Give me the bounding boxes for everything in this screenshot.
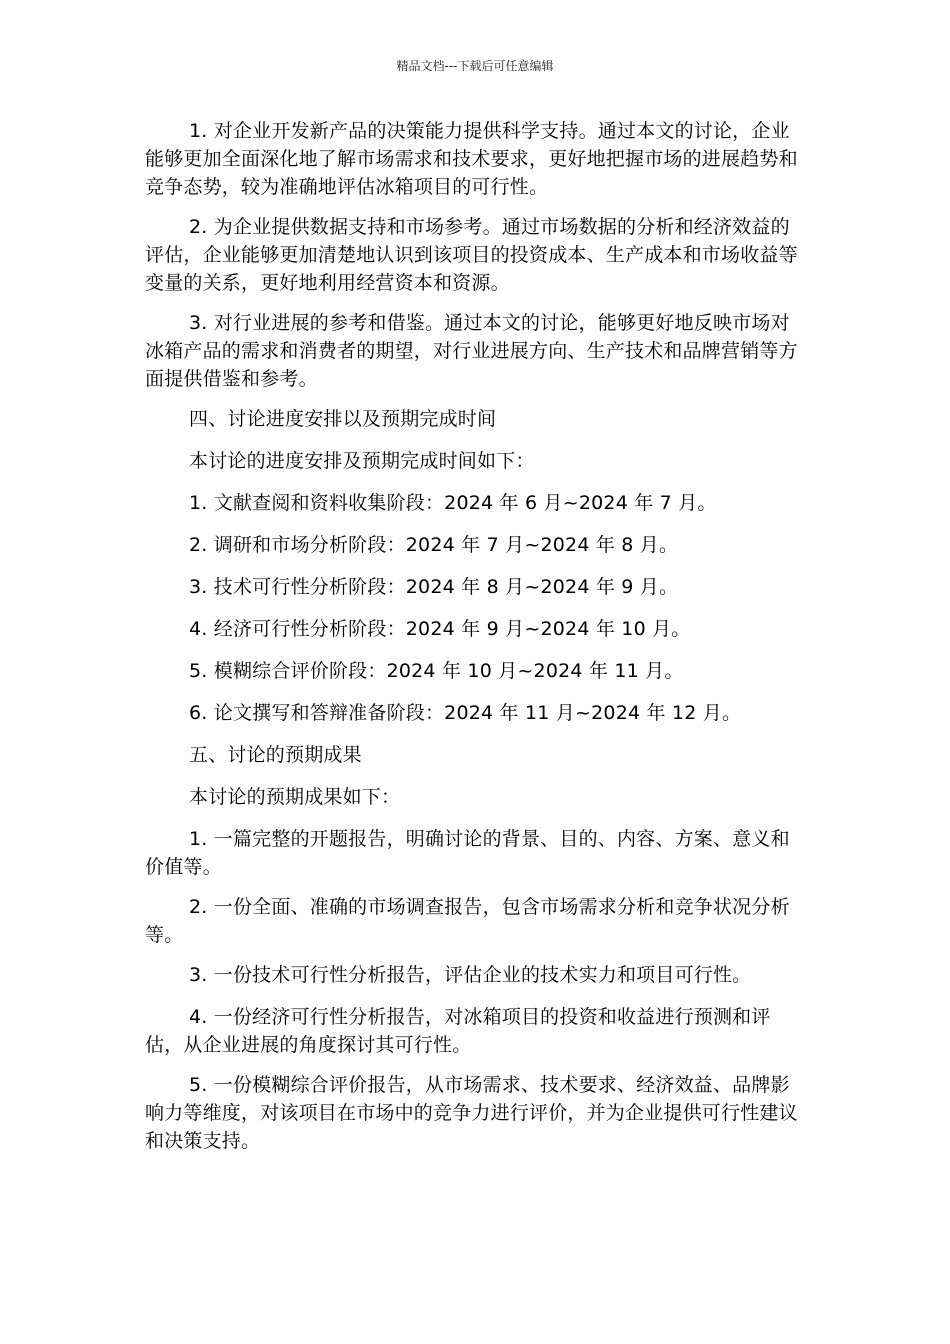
section-heading-outcomes: 五、讨论的预期成果 <box>189 744 362 766</box>
document-body <box>145 117 805 1167</box>
schedule-item-5: 5. 模糊综合评价阶段：2024 年 10 月~2024 年 11 月。 <box>189 660 684 682</box>
outcome-item-4: 4. 一份经济可行性分析报告，对冰箱项目的投资和收益进行预测和评估，从企业进展的角度探讨其可行性。 <box>145 1006 771 1056</box>
schedule-item-1: 1. 文献查阅和资料收集阶段：2024 年 6 月~2024 年 7 月。 <box>189 492 717 514</box>
schedule-intro: 本讨论的进度安排及预期完成时间如下： <box>189 450 535 472</box>
section-heading-schedule: 四、讨论进度安排以及预期完成时间 <box>189 408 497 430</box>
schedule-item-6: 6. 论文撰写和答辩准备阶段：2024 年 11 月~2024 年 12 月。 <box>189 702 742 724</box>
schedule-item-3: 3. 技术可行性分析阶段：2024 年 8 月~2024 年 9 月。 <box>189 576 679 598</box>
outcomes-intro: 本讨论的预期成果如下： <box>189 786 401 808</box>
outcome-item-2: 2. 一份全面、准确的市场调查报告，包含市场需求分析和竞争状况分析等。 <box>145 896 790 946</box>
outcome-item-5: 5. 一份模糊综合评价报告，从市场需求、技术要求、经济效益、品牌影响力等维度，对该项目在市场中的竞争力进行评价，并为企业提供可行性建议和决策支持。 <box>145 1074 798 1152</box>
outcome-item-3: 3. 一份技术可行性分析报告，评估企业的技术实力和项目可行性。 <box>189 964 752 986</box>
paragraph-significance-1: 1. 对企业开发新产品的决策能力提供科学支持。通过本文的讨论，企业能够更加全面深化地了解市场需求和技术要求，更好地把握市场的进展趋势和竞争态势，较为准确地评估冰箱项目的可行性。 <box>145 120 798 198</box>
page-header: 精品文档---下载后可任意编辑 <box>396 59 554 73</box>
schedule-item-4: 4. 经济可行性分析阶段：2024 年 9 月~2024 年 10 月。 <box>189 618 691 640</box>
outcome-item-1: 1. 一篇完整的开题报告，明确讨论的背景、目的、内容、方案、意义和价值等。 <box>145 828 790 878</box>
paragraph-significance-3: 3. 对行业进展的参考和借鉴。通过本文的讨论，能够更好地反映市场对冰箱产品的需求和消费者的期望，对行业进展方向、生产技术和品牌营销等方面提供借鉴和参考。 <box>145 312 798 390</box>
schedule-item-2: 2. 调研和市场分析阶段：2024 年 7 月~2024 年 8 月。 <box>189 534 679 556</box>
paragraph-significance-2: 2. 为企业提供数据支持和市场参考。通过市场数据的分析和经济效益的评估，企业能够更加清楚地认识到该项目的投资成本、生产成本和市场收益等变量的关系，更好地利用经营资本和资源。 <box>145 216 798 294</box>
